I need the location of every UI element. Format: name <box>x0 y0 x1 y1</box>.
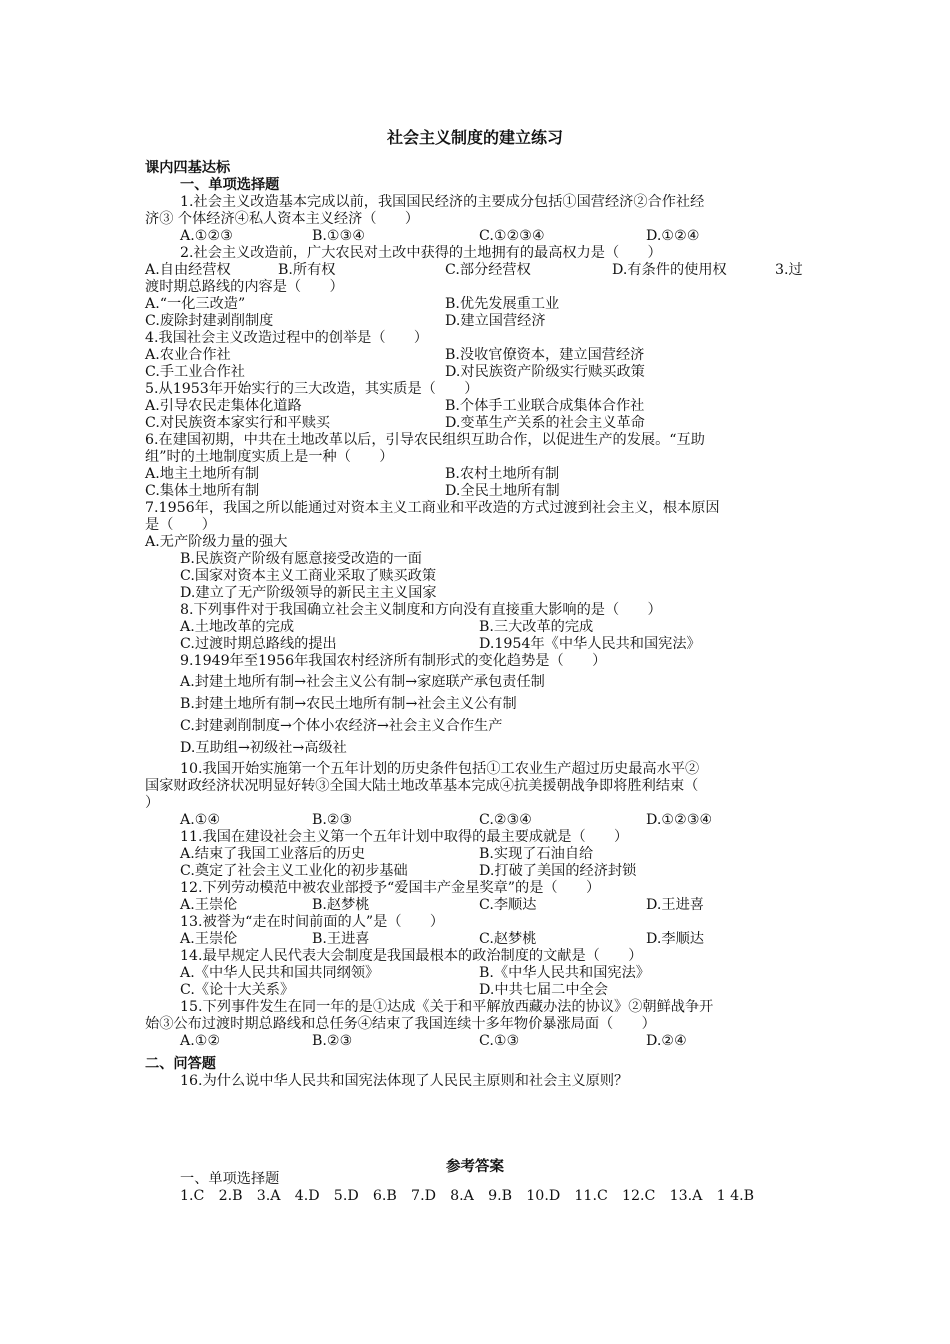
answers-section: 一、单项选择题 <box>180 1171 280 1187</box>
q2-option-c: C.部分经营权 <box>445 262 531 278</box>
q9-option-b: B.封建土地所有制→农民土地所有制→社会主义公有制 <box>180 696 517 712</box>
q6-line2: 组”时的土地制度实质上是一种（ ） <box>145 449 394 465</box>
q11-option-a: A.结束了我国工业落后的历史 <box>180 846 366 862</box>
q13-option-c: C.赵梦桃 <box>479 931 537 947</box>
q8-option-a: A.土地改革的完成 <box>180 619 295 635</box>
q14-option-a: A.《中华人民共和国共同纲领》 <box>180 965 380 981</box>
q10-option-a: A.①④ <box>180 812 221 828</box>
q10-option-b: B.②③ <box>312 812 353 828</box>
q7-option-d: D.建立了无产阶级领导的新民主主义国家 <box>180 585 437 601</box>
q7-option-b: B.民族资产阶级有愿意接受改造的一面 <box>180 551 422 567</box>
answers-list: 1.C 2.B 3.A 4.D 5.D 6.B 7.D 8.A 9.B 10.D 11.C 12.C 13.A 1 4.B <box>180 1188 755 1204</box>
part2-heading: 二、问答题 <box>145 1056 216 1072</box>
q16-stem: 16.为什么说中华人民共和国宪法体现了人民民主原则和社会主义原则？ <box>180 1073 629 1089</box>
q6-option-c: C.集体土地所有制 <box>145 483 260 499</box>
q3-start: 3.过 <box>775 262 803 278</box>
q6-option-b: B.农村土地所有制 <box>445 466 560 482</box>
q1-option-b: B.①③④ <box>312 228 366 244</box>
q5-option-b: B.个体手工业联合成集体合作社 <box>445 398 645 414</box>
q13-option-b: B.王进喜 <box>312 931 370 947</box>
q1-line2: 济③ 个体经济④私人资本主义经济（ ） <box>145 211 420 227</box>
q11-option-b: B.实现了石油自给 <box>479 846 594 862</box>
q15-option-c: C.①③ <box>479 1033 520 1049</box>
q4-option-d: D.对民族资产阶级实行赎买政策 <box>445 364 645 380</box>
q1-option-a: A.①②③ <box>180 228 233 244</box>
q11-option-c: C.奠定了社会主义工业化的初步基础 <box>180 863 408 879</box>
q1-option-c: C.①②③④ <box>479 228 545 244</box>
q8-stem: 8.下列事件对于我国确立社会主义制度和方向没有直接重大影响的是（ ） <box>180 602 662 618</box>
q4-option-b: B.没收官僚资本，建立国营经济 <box>445 347 645 363</box>
q6-line1: 6.在建国初期，中共在土地改革以后，引导农民组织互助合作，以促进生产的发展。“互助 <box>145 432 705 448</box>
q5-option-d: D.变革生产关系的社会主义革命 <box>445 415 645 431</box>
q2-option-a: A.自由经营权 <box>145 262 231 278</box>
q9-option-d: D.互助组→初级社→高级社 <box>180 740 347 756</box>
q12-option-d: D.王进喜 <box>646 897 704 913</box>
q6-option-d: D.全民土地所有制 <box>445 483 560 499</box>
q7-option-c: C.国家对资本主义工商业采取了赎买政策 <box>180 568 437 584</box>
q10-option-d: D.①②③④ <box>646 812 713 828</box>
q14-option-d: D.中共七届二中全会 <box>479 982 608 998</box>
q15-option-d: D.②④ <box>646 1033 687 1049</box>
answers-title: 参考答案 <box>446 1159 504 1175</box>
q4-option-c: C.手工业合作社 <box>145 364 245 380</box>
q2-stem: 2.社会主义改造前，广大农民对土改中获得的土地拥有的最高权力是（ ） <box>180 245 662 261</box>
q3-option-c: C.废除封建剥削制度 <box>145 313 274 329</box>
q15-line2: 始③公布过渡时期总路线和总任务④结束了我国连续十多年物价暴涨局面（ ） <box>145 1016 656 1032</box>
q10-line1: 10.我国开始实施第一个五年计划的历史条件包括①工农业生产超过历史最高水平② <box>180 761 700 777</box>
q6-option-a: A.地主土地所有制 <box>145 466 260 482</box>
q5-option-a: A.引导农民走集体化道路 <box>145 398 302 414</box>
q13-stem: 13.被誉为“走在时间前面的人”是（ ） <box>180 914 445 930</box>
q7-line2: 是（ ） <box>145 517 216 533</box>
q5-option-c: C.对民族资本家实行和平赎买 <box>145 415 331 431</box>
q12-option-a: A.王崇伦 <box>180 897 238 913</box>
q1-line1: 1.社会主义改造基本完成以前，我国国民经济的主要成分包括①国营经济②合作社经 <box>180 194 705 210</box>
q7-line1: 7.1956年，我国之所以能通过对资本主义工商业和平改造的方式过渡到社会主义，根本原因 <box>145 500 720 516</box>
q2-option-b: B.所有权 <box>278 262 336 278</box>
q8-option-d: D.1954年《中华人民共和国宪法》 <box>479 636 701 652</box>
q8-option-b: B.三大改革的完成 <box>479 619 594 635</box>
q9-option-c: C.封建剥削制度→个体小农经济→社会主义合作生产 <box>180 718 503 734</box>
q12-stem: 12.下列劳动模范中被农业部授予“爱国丰产金星奖章”的是（ ） <box>180 880 601 896</box>
q12-option-c: C.李顺达 <box>479 897 537 913</box>
q2-option-d: D.有条件的使用权 <box>612 262 727 278</box>
q10-line3: ） <box>145 795 160 811</box>
part1-heading: 一、单项选择题 <box>180 177 280 193</box>
q14-option-b: B.《中华人民共和国宪法》 <box>479 965 650 981</box>
q13-option-d: D.李顺达 <box>646 931 704 947</box>
q10-option-c: C.②③④ <box>479 812 533 828</box>
q8-option-c: C.过渡时期总路线的提出 <box>180 636 337 652</box>
q3-option-b: B.优先发展重工业 <box>445 296 560 312</box>
q10-line2: 国家财政经济状况明显好转③全国大陆土地改革基本完成④抗美援朝战争即将胜利结束（ <box>145 778 699 794</box>
section-heading: 课内四基达标 <box>145 160 231 176</box>
q3-option-a: A.“一化三改造” <box>145 296 246 312</box>
document-title: 社会主义制度的建立练习 <box>386 128 563 147</box>
q5-stem: 5.从1953年开始实行的三大改造，其实质是（ ） <box>145 381 479 397</box>
q9-option-a: A.封建土地所有制→社会主义公有制→家庭联产承包责任制 <box>180 674 545 690</box>
q15-option-a: A.①② <box>180 1033 221 1049</box>
q1-option-d: D.①②④ <box>646 228 700 244</box>
q7-option-a: A.无产阶级力量的强大 <box>145 534 288 550</box>
q3-line2: 渡时期总路线的内容是（ ） <box>145 279 344 295</box>
q14-option-c: C.《论十大关系》 <box>180 982 295 998</box>
q13-option-a: A.王崇伦 <box>180 931 238 947</box>
q15-line1: 15.下列事件发生在同一年的是①达成《关于和平解放西藏办法的协议》②朝鲜战争开 <box>180 999 714 1015</box>
q11-stem: 11.我国在建设社会主义第一个五年计划中取得的最主要成就是（ ） <box>180 829 629 845</box>
q15-option-b: B.②③ <box>312 1033 353 1049</box>
q3-option-d: D.建立国营经济 <box>445 313 546 329</box>
q9-stem: 9.1949年至1956年我国农村经济所有制形式的变化趋势是（ ） <box>180 653 607 669</box>
q12-option-b: B.赵梦桃 <box>312 897 370 913</box>
q4-option-a: A.农业合作社 <box>145 347 231 363</box>
q14-stem: 14.最早规定人民代表大会制度是我国最根本的政治制度的文献是（ ） <box>180 948 643 964</box>
q4-stem: 4.我国社会主义改造过程中的创举是（ ） <box>145 330 429 346</box>
q11-option-d: D.打破了美国的经济封锁 <box>479 863 637 879</box>
